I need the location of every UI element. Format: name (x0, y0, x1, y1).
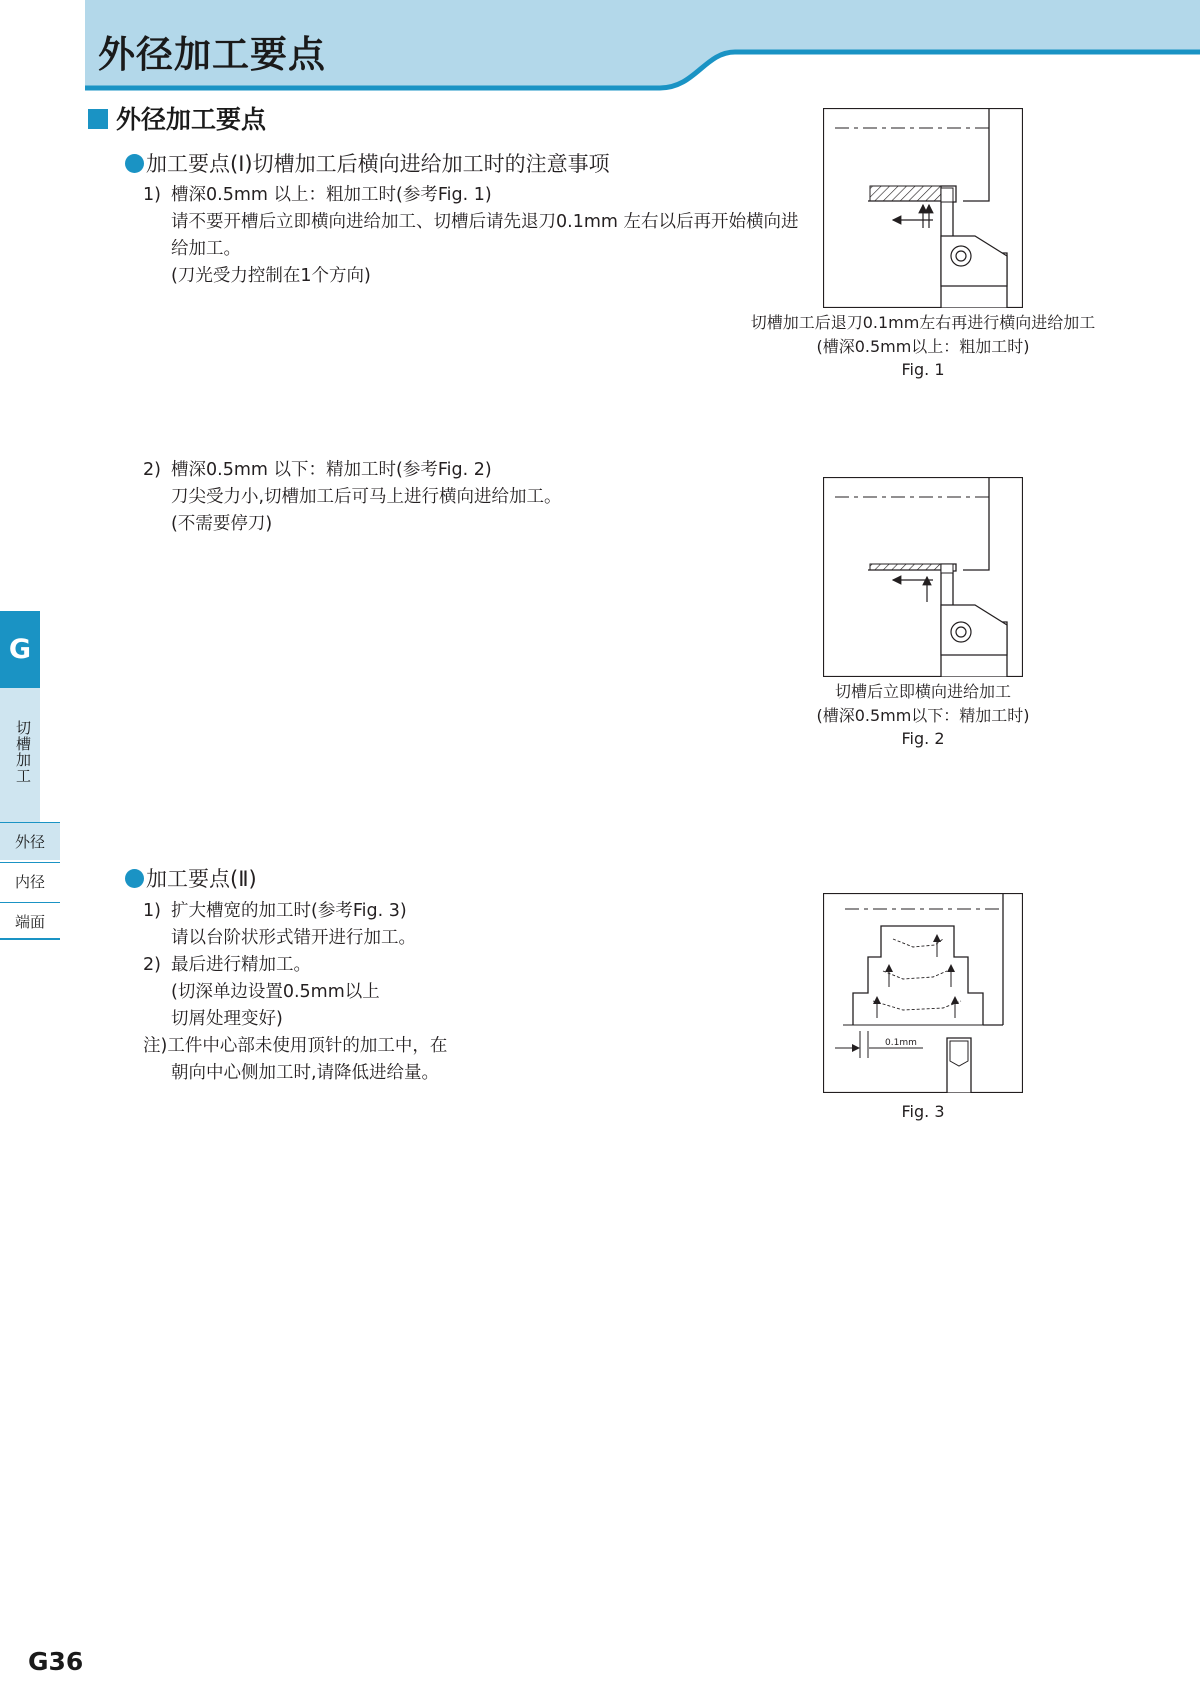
side-nav-face[interactable]: 端面 (0, 902, 60, 940)
item-line: 扩大槽宽的加工时(参考Fig. 3) (171, 901, 407, 921)
circle-bullet-icon (125, 869, 144, 888)
square-bullet-icon (88, 109, 108, 129)
item-number: 2) (143, 955, 161, 975)
page-number: G36 (28, 1647, 84, 1676)
section-title-text: 外径加工要点 (116, 105, 267, 134)
fig3-dimension: 0.1mm (885, 1038, 917, 1048)
fig1-caption: 切槽加工后退刀0.1mm左右再进行横向进给加工 (750, 313, 1096, 332)
item-line: (刀光受力控制在1个方向) (171, 266, 371, 286)
item-line: 切屑处理变好) (171, 1009, 283, 1029)
part2-heading-text: 加工要点(Ⅱ) (146, 867, 257, 891)
side-nav-inner-diameter[interactable]: 内径 (0, 862, 60, 900)
item-line: 请以台阶状形式错开进行加工。 (171, 928, 416, 948)
part1-heading (125, 148, 610, 178)
fig2-diagram (823, 477, 1023, 677)
fig1-label: Fig. 1 (901, 360, 945, 379)
item-line: 槽深0.5mm 以上：粗加工时(参考Fig. 1) (171, 185, 492, 205)
item-line: 请不要开槽后立即横向进给加工、切槽后请先退刀0.1mm 左右以后再开始横向进 (171, 212, 799, 232)
note-line: 注)工件中心部未使用顶针的加工中，在 (143, 1036, 448, 1056)
chapter-tab[interactable]: G (0, 611, 40, 688)
item-line: (不需要停刀) (171, 514, 273, 534)
note-line: 朝向中心侧加工时,请降低进给量。 (171, 1063, 440, 1083)
section-title (88, 100, 266, 136)
fig2-caption: 切槽后立即横向进给加工 (834, 682, 1012, 701)
fig3-label: Fig. 3 (901, 1102, 945, 1121)
fig2-caption-sub: (槽深0.5mm以下：精加工时) (816, 706, 1030, 725)
item-number: 1) (143, 901, 161, 921)
fig1-diagram (823, 108, 1023, 308)
side-nav-outer-diameter[interactable]: 外径 (0, 822, 60, 860)
page-title: 外径加工要点 (98, 33, 326, 76)
fig3-diagram (823, 893, 1023, 1093)
category-label: 切槽加工 (16, 719, 32, 785)
fig2-label: Fig. 2 (901, 729, 945, 748)
item-line: 最后进行精加工。 (171, 955, 311, 975)
item-line: 槽深0.5mm 以下：精加工时(参考Fig. 2) (171, 460, 492, 480)
item-line: 刀尖受力小,切槽加工后可马上进行横向进给加工。 (171, 487, 562, 507)
circle-bullet-icon (125, 154, 144, 173)
part1-heading-text: 加工要点(Ⅰ)切槽加工后横向进给加工时的注意事项 (146, 152, 610, 176)
category-tab (0, 688, 40, 822)
fig1-caption-sub: (槽深0.5mm以上：粗加工时) (816, 337, 1030, 356)
part2-heading (125, 863, 257, 893)
item-number: 2) (143, 460, 161, 480)
item-number: 1) (143, 185, 161, 205)
item-line: 给加工。 (171, 239, 241, 259)
item-line: (切深单边设置0.5mm以上 (171, 982, 380, 1002)
